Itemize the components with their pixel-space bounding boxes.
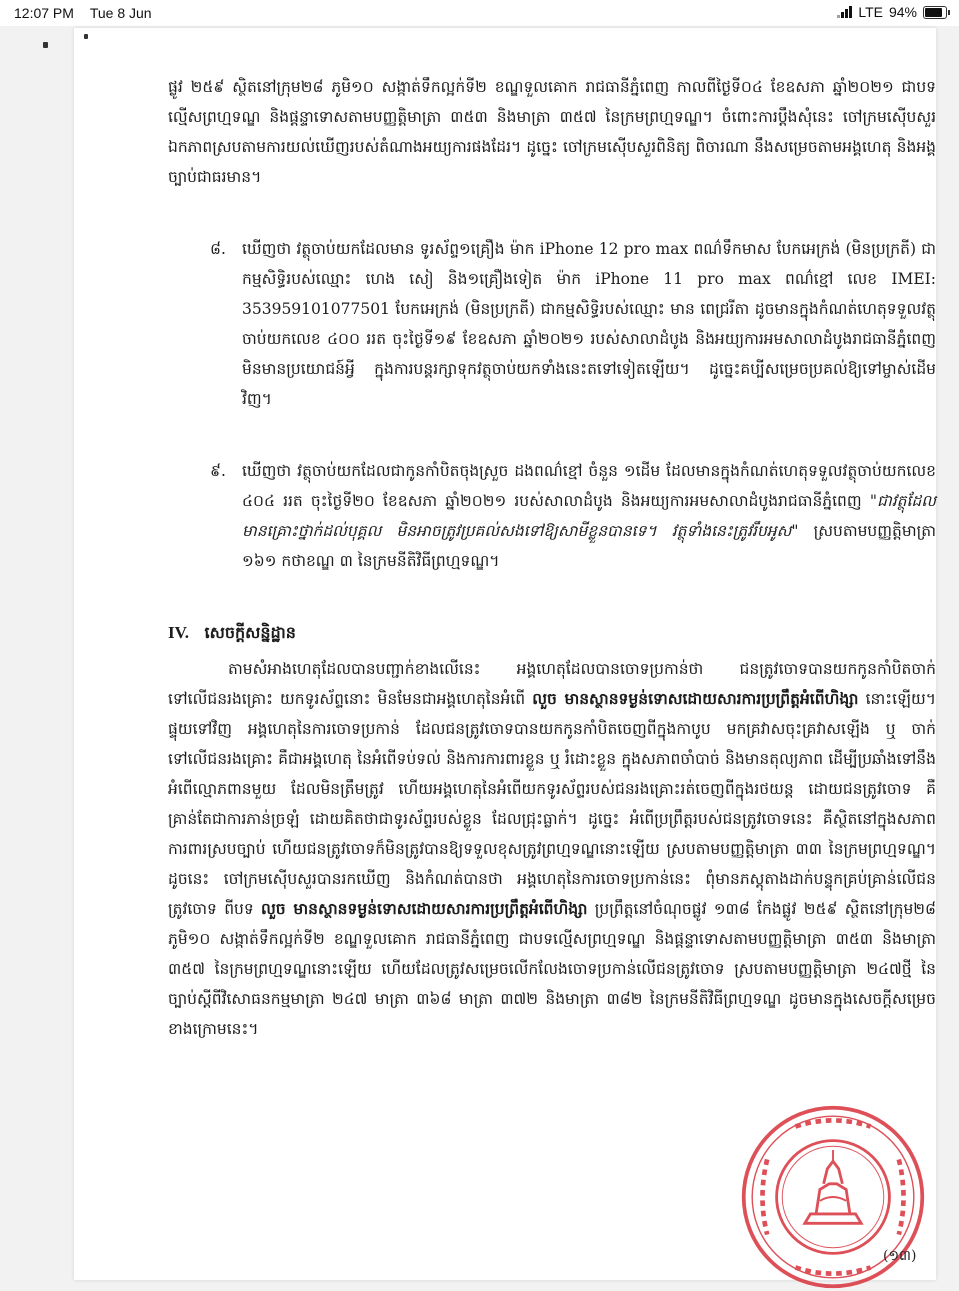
conclusion-paragraph [168, 654, 936, 1044]
charge-bold-1: លួច មានស្ថានទម្ងន់ទោសដោយសារការប្រព្រឹត្តអំពើហិង្សា [532, 689, 859, 708]
page-number: (១៣) [883, 1248, 917, 1264]
status-bar [0, 0, 959, 26]
document-body [168, 72, 936, 1044]
item-text: ឃើញថា វត្ថុចាប់យកដែលមាន ទូរស័ព្ទ១គ្រឿង ម៉ាក iPhone 12 pro max ពណ៌ទឹកមាស បែកអេក្រង់ (មិនប្រក្រតី) ជាកម្មសិទ្ធិរបស់ឈ្មោះ ហេង សៀ និង១គ្រឿងទៀត ម៉ាក iPhone 11 pro max ពណ៌ខ្មៅ លេខ IMEI: 353959101077501 បែកអេក្រង់ (មិនប្រក្រតី) ជាកម្មសិទ្ធិរបស់ឈ្មោះ មាន ពេជ្ររីតា ដូចមានក្នុងកំណត់ហេតុទទួលវត្ថុចាប់យកលេខ ៤០០ ររត ចុះថ្ងៃទី១៩ ខែឧសភា ឆ្នាំ២០២១ របស់សាលាដំបូង និងអយ្យការអមសាលាដំបូងរាជធានីភ្នំពេញ មិនមានប្រយោជន៍អ្វី ក្នុងការបន្តរក្សាទុកវត្ថុចាប់យកទាំងនេះតទៅទៀតឡើយ។ ដូច្នេះគប្បីសម្រេចប្រគល់ឱ្យទៅម្ចាស់ដើមវិញ។ [242, 240, 936, 408]
opening-paragraph: ផ្លូវ ២៥៩ ស្ថិតនៅក្រុម២៨ ភូមិ១០ សង្កាត់ទឹកល្អក់ទី២ ខណ្ឌទួលគោក រាជធានីភ្នំពេញ កាលពីថ្ងៃទី០៤ ខែឧសភា ឆ្នាំ២០២១ ជាបទល្មើសព្រហ្មទណ្ឌ និងផ្តន្ទាទោសតាមបញ្ញត្តិមាត្រា ៣៥៣ និងមាត្រា ៣៥៧ នៃក្រមព្រហ្មទណ្ឌ។ ចំពោះការប្តឹងសុំនេះ ចៅក្រមស៊ើបសួរឯកភាពស្របតាមការយល់ឃើញរបស់តំណាងអយ្យការផងដែរ។ ដូច្នេះ ចៅក្រមស៊ើបសួរពិនិត្យ ពិចារណា នឹងសម្រេចតាមអង្គហេតុ និងអង្គច្បាប់ជាធរមាន។ [168, 78, 936, 186]
item-text-before: ឃើញថា វត្ថុចាប់យកដែលជាកូនកាំបិតចុងស្រួច ដងពណ៌ខ្មៅ ចំនួន ១ដើម ដែលមានក្នុងកំណត់ហេតុទទួលវត្ថុចាប់យកលេខ ៤០៤ ររត ចុះថ្ងៃទី២០ ខែឧសភា ឆ្នាំ២០២១ របស់សាលាដំបូង និងអយ្យការអមសាលាដំបូងរាជធានីភ្នំពេញ [242, 462, 936, 510]
battery-icon [923, 6, 947, 19]
section-roman: IV. [168, 623, 189, 642]
conclusion-part-1: តាមសំអាងហេតុដែលបានបញ្ជាក់ខាងលើនេះ អង្គហេតុដែលបានចោទប្រកាន់ថា ជនត្រូវចោទបានយកកូនកាំបិតចាក់ទៅលើជនរងគ្រោះ យកទូរស័ព្ទនោះ មិនមែនជាអង្គហេតុនៃអំពើ [168, 660, 936, 708]
battery-fill [925, 8, 942, 17]
item-text-after: ស្របតាមបញ្ញត្តិមាត្រា ១៦១ កថាខណ្ឌ ៣ នៃក្រមនីតិវិធីព្រហ្មទណ្ឌ។ [242, 522, 936, 570]
item-9 [168, 456, 936, 576]
battery-percent: 94% [888, 4, 917, 20]
section-heading [168, 618, 936, 648]
item-number: ៩. [210, 462, 226, 480]
section-title: សេចក្តីសន្និដ្ឋាន [204, 623, 296, 642]
network-type: LTE [858, 4, 883, 20]
conclusion-part-2: នោះឡើយ។ ផ្ទុយទៅវិញ អង្គហេតុនៃការចោទប្រកាន់ ដែលជនត្រូវចោទបានយកកូនកាំបិតចេញពីក្នុងកាបូប មកគ្រវាសចុះគ្រវាសឡើង ឬ ចាក់ទៅលើជនរងគ្រោះ គឺជាអង្គហេតុ នៃអំពើទប់ទល់ និងការការពារខ្លួន ឬ រំដោះខ្លួន ក្នុងសភាពចាំបាច់ និងមានតុល្យភាព ដើម្បីប្រឆាំងទៅនឹងអំពើល្មោភពានមួយ ដែលមិនត្រឹមត្រូវ ហើយអង្គហេតុនៃអំពើយកទូរស័ព្ទរបស់ជនរងគ្រោះរត់ចេញពីក្នុងរថយន្ត ដោយជនត្រូវចោទ គឺគ្រាន់តែជាការភាន់ច្រឡំ ដោយគិតថាជាទូរស័ព្ទរបស់ខ្លួន ដែលជ្រុះធ្លាក់។ ដូច្នេះ អំពើប្រព្រឹត្តរបស់ជនត្រូវចោទនេះ គឺស្ថិតនៅក្នុងសភាពការពារស្របច្បាប់ ហើយជនត្រូវចោទក៏មិនត្រូវបានឱ្យទទួលខុសត្រូវព្រហ្មទណ្ឌនោះឡើយ ស្របតាមបញ្ញត្តិមាត្រា ៣៣ នៃក្រមព្រហ្មទណ្ឌ។ ដូចនេះ ចៅក្រមស៊ើបសួរបានរកឃើញ និងកំណត់បានថា អង្គហេតុនៃការចោទប្រកាន់នេះ ពុំមានភស្តុតាងដាក់បន្ទុកគ្រប់គ្រាន់លើជនត្រូវចោទ ពីបទ [168, 690, 936, 918]
signal-bars-icon [837, 6, 852, 18]
item-quote: "ជាវត្ថុដែលមានគ្រោះថ្នាក់ដល់បុគ្គល មិនអាចត្រូវប្រគល់សងទៅឱ្យសាមីខ្លួនបានទេ។ វត្ថុទាំងនេះត្រូវរឹបអូស" [242, 492, 936, 540]
scan-speck [84, 34, 88, 39]
status-date: Tue 8 Jun [89, 5, 152, 21]
document-page[interactable] [74, 28, 936, 1280]
status-time: 12:07 PM [14, 5, 74, 21]
charge-bold-2: លួច មានស្ថានទម្ងន់ទោសដោយសារការប្រព្រឹត្តអំពើហិង្សា [261, 899, 588, 918]
conclusion-part-3: ប្រព្រឹត្តនៅចំណុចផ្លូវ ១៣៨ កែងផ្លូវ ២៥៩ ស្ថិតនៅក្រុម២៨ ភូមិ១០ សង្កាត់ទឹកល្អក់ទី២ ខណ្ឌទួលគោក រាជធានីភ្នំពេញ ជាបទល្មើសព្រហ្មទណ្ឌ និងផ្តន្ទាទោសតាមបញ្ញត្តិមាត្រា ៣៥៣ និងមាត្រា ៣៥៧ នៃក្រមព្រហ្មទណ្ឌនោះឡើយ ហើយដែលត្រូវសម្រេចលើកលែងចោទប្រកាន់លើជនត្រូវចោទ ស្របតាមបញ្ញត្តិមាត្រា ២៤៧ថ្មី នៃច្បាប់ស្តីពីវិសោធនកម្មមាត្រា ២៤៧ មាត្រា ៣៦៨ មាត្រា ៣៧២ និងមាត្រា ៣៨២ នៃក្រមនីតិវិធីព្រហ្មទណ្ឌ ដូចមានក្នុងសេចក្តីសម្រេចខាងក្រោមនេះ។ [168, 900, 937, 1038]
item-8 [168, 234, 936, 414]
item-number: ៨. [210, 240, 226, 258]
scan-speck [43, 42, 48, 48]
